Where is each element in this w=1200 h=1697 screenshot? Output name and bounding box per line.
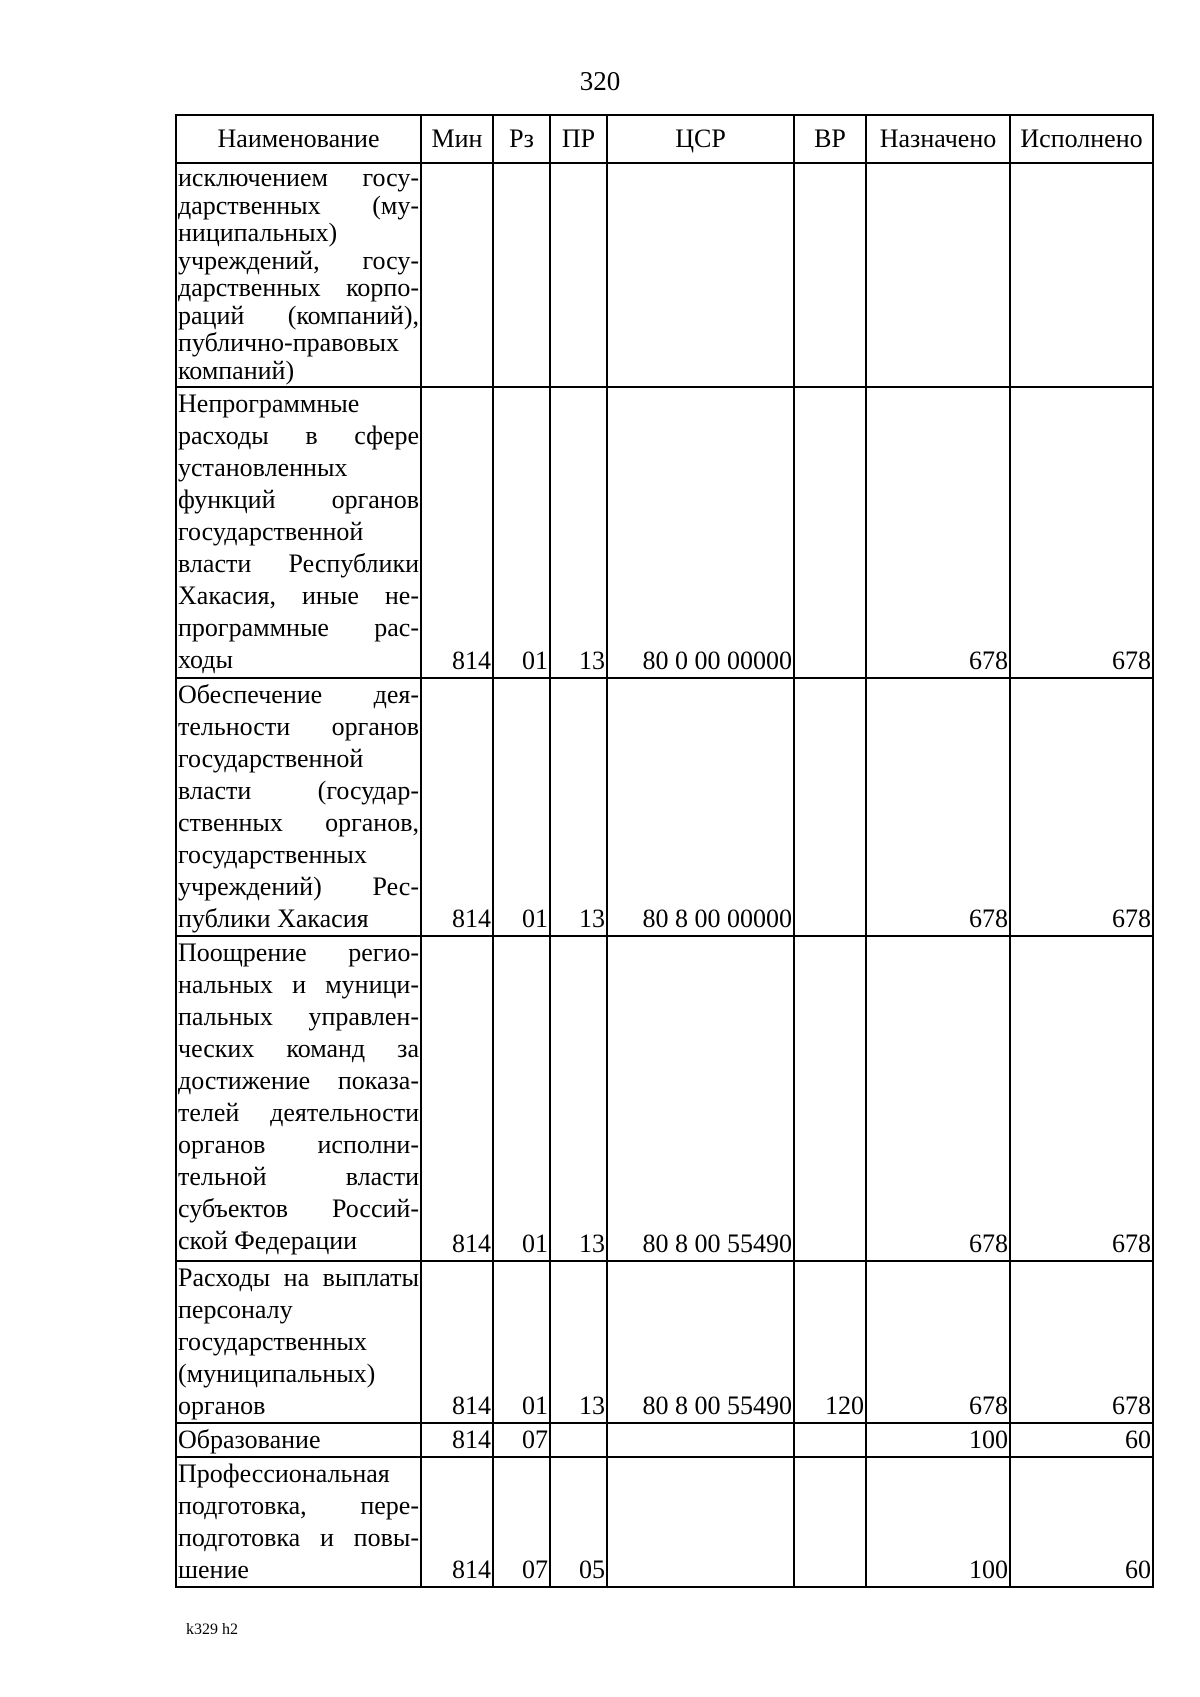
cell-name: Профессиональная подготовка, переподготовка и повышение [176,1457,421,1587]
cell-min: 814 [421,678,493,936]
cell-pr [550,1423,607,1457]
cell-pr: 13 [550,678,607,936]
cell-csr [607,1423,794,1457]
cell-vr [794,1457,866,1587]
cell-executed: 678 [1010,387,1153,678]
header-pr: ПР [550,115,607,163]
cell-name: Обеспечение деятельности органов государственной власти (государственных органов, государственных учреждений) Республики Хакасия [176,678,421,936]
cell-executed: 678 [1010,936,1153,1261]
cell-pr: 13 [550,387,607,678]
cell-min [421,163,493,387]
cell-csr: 80 0 00 00000 [607,387,794,678]
cell-pr [550,163,607,387]
cell-assigned: 678 [866,678,1010,936]
cell-executed [1010,163,1153,387]
cell-rz: 07 [493,1457,550,1587]
cell-vr [794,678,866,936]
cell-pr: 13 [550,1261,607,1423]
cell-assigned: 100 [866,1457,1010,1587]
header-csr: ЦСР [607,115,794,163]
cell-name: Поощрение региональных и муниципальных управленческих команд за достижение показателей деятельности органов исполнительной власти субъектов Российской Федерации [176,936,421,1261]
cell-executed: 678 [1010,678,1153,936]
table-header-row [176,115,1153,163]
cell-vr [794,1423,866,1457]
cell-executed: 60 [1010,1457,1153,1587]
cell-name: Расходы на выплаты персоналу государственных (муниципальных) органов [176,1261,421,1423]
header-min: Мин [421,115,493,163]
budget-table [175,114,1154,1588]
table-row [176,1261,1153,1423]
footer-code: k329 h2 [186,1621,238,1638]
cell-csr [607,1457,794,1587]
cell-rz [493,163,550,387]
cell-pr: 05 [550,1457,607,1587]
cell-assigned: 678 [866,387,1010,678]
table-row [176,387,1153,678]
cell-assigned: 678 [866,936,1010,1261]
cell-min: 814 [421,936,493,1261]
cell-min: 814 [421,1457,493,1587]
cell-vr [794,387,866,678]
cell-min: 814 [421,1261,493,1423]
cell-min: 814 [421,1423,493,1457]
cell-executed: 678 [1010,1261,1153,1423]
table-row [176,1423,1153,1457]
cell-vr [794,936,866,1261]
header-vr: ВР [794,115,866,163]
cell-csr [607,163,794,387]
table-row [176,678,1153,936]
table-row [176,936,1153,1261]
cell-executed: 60 [1010,1423,1153,1457]
header-name: Наименование [176,115,421,163]
cell-vr [794,163,866,387]
cell-rz: 01 [493,678,550,936]
cell-csr: 80 8 00 00000 [607,678,794,936]
page-number: 320 [579,66,621,96]
cell-name: Непрограммные расходы в сфере установленных функций органов государственной власти Республики Хакасия, иные непрограммные расходы [176,387,421,678]
cell-rz: 07 [493,1423,550,1457]
header-executed: Исполнено [1010,115,1153,163]
cell-rz: 01 [493,936,550,1261]
cell-min: 814 [421,387,493,678]
cell-vr: 120 [794,1261,866,1423]
header-rz: Рз [493,115,550,163]
cell-rz: 01 [493,1261,550,1423]
cell-assigned [866,163,1010,387]
header-assigned: Назначено [866,115,1010,163]
cell-assigned: 678 [866,1261,1010,1423]
cell-name: исключением государственных (муниципальных) учреждений, государственных корпораций (компаний), публично-правовых компаний) [176,163,421,387]
table-row [176,1457,1153,1587]
cell-name: Образование [176,1423,421,1457]
cell-csr: 80 8 00 55490 [607,936,794,1261]
table-row [176,163,1153,387]
cell-pr: 13 [550,936,607,1261]
cell-csr: 80 8 00 55490 [607,1261,794,1423]
cell-assigned: 100 [866,1423,1010,1457]
cell-rz: 01 [493,387,550,678]
